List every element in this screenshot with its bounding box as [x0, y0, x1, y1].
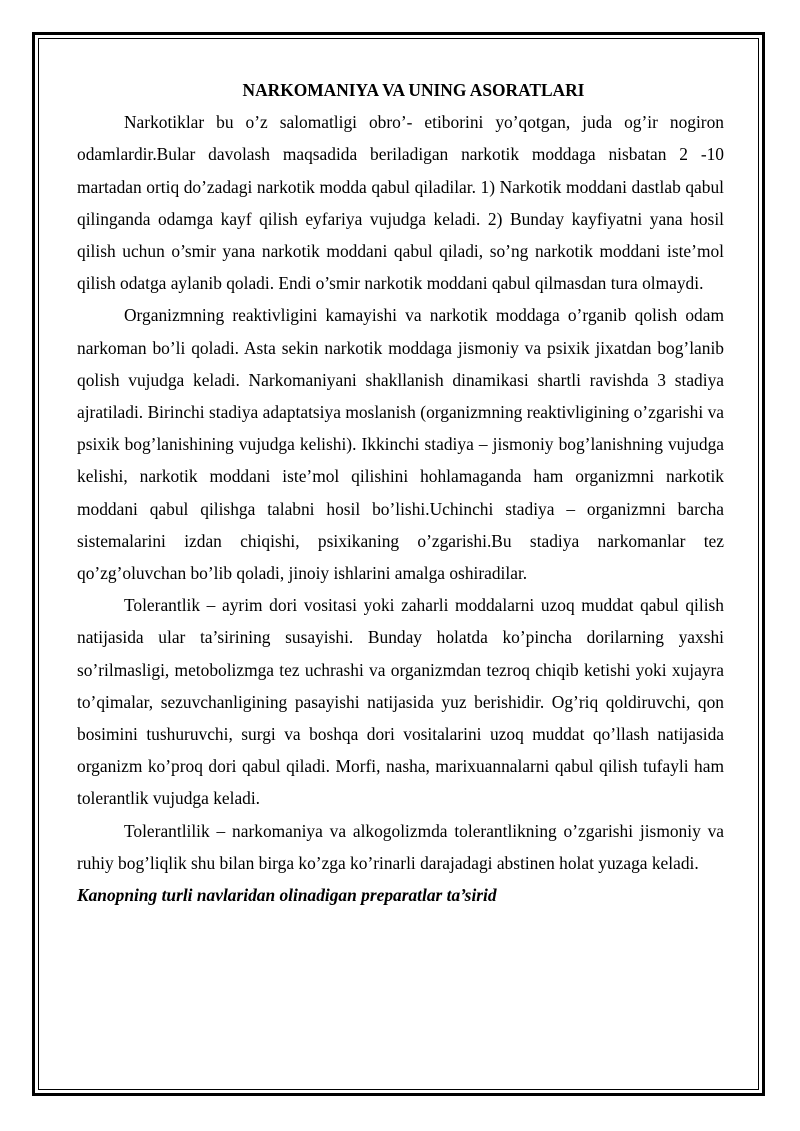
paragraph-1: Narkotiklar bu o’z salomatligi obro’- etiborini yo’qotgan, juda og’ir nogiron odamlardir.Bular davolash maqsadida beriladigan narkotik moddaga nisbatan 2 -10 martadan ortiq do’zadagi narkotik modda qabul qiladilar. 1) Narkotik moddani dastlab qabul qilinganda odamga kayf qilish eyfariya vujudga keladi. 2) Bunday kayfiyatni yana hosil qilish uchun o’smir yana narkotik moddani qabul qiladi, so’ng narkotik moddani iste’mol qilish odatga aylanib qoladi. Endi o’smir narkotik moddani qabul qilmasdan tura olmaydi. [77, 112, 724, 294]
section-subheading: Kanopning turli navlaridan olinadigan preparatlar ta’sirid [77, 885, 497, 906]
paragraph-2: Organizmning reaktivligini kamayishi va narkotik moddaga o’rganib qolish odam narkoman bo’li qoladi. Asta sekin narkotik moddaga jismoniy va psixik jixatdan bog’lanib qolish vujudga keladi. Narkomaniyani shakllanish dinamikasi shartli ravishda 3 stadiya ajratiladi. Birinchi stadiya adaptatsiya moslanish (organizmning reaktivligining o’zgarishi va psixik bog’lanishining vujudga kelishi). Ikkinchi stadiya – jismoniy bog’lanishning vujudga kelishi, narkotik moddani iste’mol qilishini hohlamaganda ham organizmni narkotik moddani qabul qilishga talabni hosil bo’lishi.Uchinchi stadiya – organizmni barcha sistemalarini izdan chiqishi, psixikaning o’zgarishi.Bu stadiya narkomanlar tez qo’zg’oluvchan bo’lib qoladi, jinoiy ishlarini amalga oshiradilar. [77, 305, 724, 584]
paragraph-4: Tolerantlilik – narkomaniya va alkogolizmda tolerantlikning o’zgarishi jismoniy va ruhiy bog’liqlik shu bilan birga ko’zga ko’rinarli darajadagi abstinen holat yuzaga keladi. [77, 820, 724, 873]
document-body [77, 74, 724, 911]
document-title: NARKOMANIYA VA UNING ASORATLARI [242, 80, 585, 100]
paragraph-3: Tolerantlik – ayrim dori vositasi yoki zaharli moddalarni uzoq muddat qabul qilish natijasida ular ta’sirining susayishi. Bunday holatda ko’pincha dorilarning yaxshi so’rilmasligi, metobolizmga tez uchrashi va organizmdan tezroq chiqib ketishi yoki xujayra to’qimalar, sezuvchanligining pasayishi natijasida yuz berishidir. Og’riq qoldiruvchi, qon bosimini tushuruvchi, surgi va boshqa dori vositalarini uzoq muddat qo’llash natijasida organizm ko’proq dori qabul qiladi. Morfi, nasha, marixuannalarni qabul qilish tufayli ham tolerantlik vujudga keladi. [77, 595, 724, 809]
